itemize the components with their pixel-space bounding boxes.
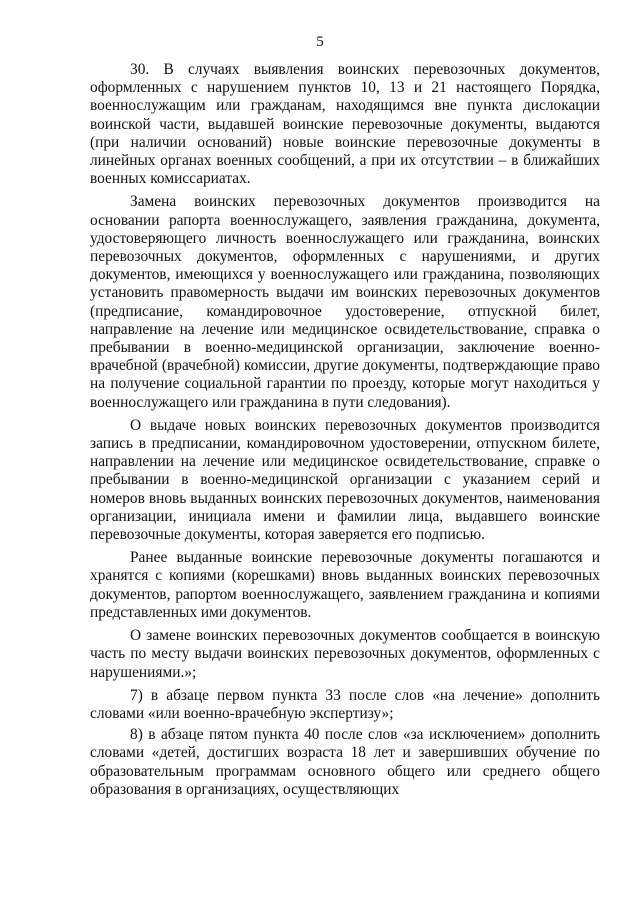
- paragraph-amendment-7: 7) в абзаце первом пункта 33 после слов «на лечение» дополнить словами «или военно-врачебную экспертизу»;: [90, 686, 600, 722]
- document-body: [90, 61, 600, 804]
- page-number: 5: [316, 34, 324, 50]
- paragraph-cancellation: Ранее выданные воинские перевозочные документы погашаются и хранятся с копиями (корешками) вновь выданных воинских перевозочных документов, рапортом военнослужащего, заявлением гражданина и копиями представленных ими документов.: [90, 549, 600, 621]
- paragraph-amendment-8: 8) в абзаце пятом пункта 40 после слов «за исключением» дополнить словами «детей, достигших возраста 18 лет и завершивших обучение по образовательным программам основного общего или среднего общего образования в организациях, осуществляющих: [90, 726, 600, 798]
- paragraph-replacement: Замена воинских перевозочных документов производится на основании рапорта военнослужащего, заявления гражданина, документа, удостоверяющего личность военнослужащего или гражданина, воинских перевозочных документов, оформленных с нарушениями, и других документов, имеющихся у военнослужащего или гражданина, позволяющих установить правомерность выдачи им воинских перевозочных документов (предписание, командировочное удостоверение, отпускной билет, направление на лечение или медицинское освидетельствование, справка о пребывании в военно-медицинской организации, заключение военно-врачебной (врачебной) комиссии, другие документы, подтверждающие право на получение социальной гарантии по проезду, которые могут находиться у военнослужащего или гражданина в пути следования).: [90, 193, 600, 411]
- paragraph-30: 30. В случаях выявления воинских перевозочных документов, оформленных с нарушением пунктов 10, 13 и 21 настоящего Порядка, военнослужащим или гражданам, находящимся вне пункта дислокации воинской части, выдавшей воинские перевозочные документы, выдаются (при наличии оснований) новые воинские перевозочные документы в линейных органах военных сообщений, а при их отсутствии – в ближайших военных комиссариатах.: [90, 61, 600, 188]
- paragraph-issuance-record: О выдаче новых воинских перевозочных документов производится запись в предписании, командировочном удостоверении, отпускном билете, направлении на лечение или медицинское освидетельствование, справке о пребывании в военно-медицинской организации с указанием серий и номеров вновь выданных воинских перевозочных документов, наименования организации, инициала имени и фамилии лица, выдавшего воинские перевозочные документы, которая заверяется его подписью.: [90, 416, 600, 544]
- paragraph-notification: О замене воинских перевозочных документов сообщается в воинскую часть по месту выдачи воинских перевозочных документов, оформленных с нарушениями.»;: [90, 627, 600, 681]
